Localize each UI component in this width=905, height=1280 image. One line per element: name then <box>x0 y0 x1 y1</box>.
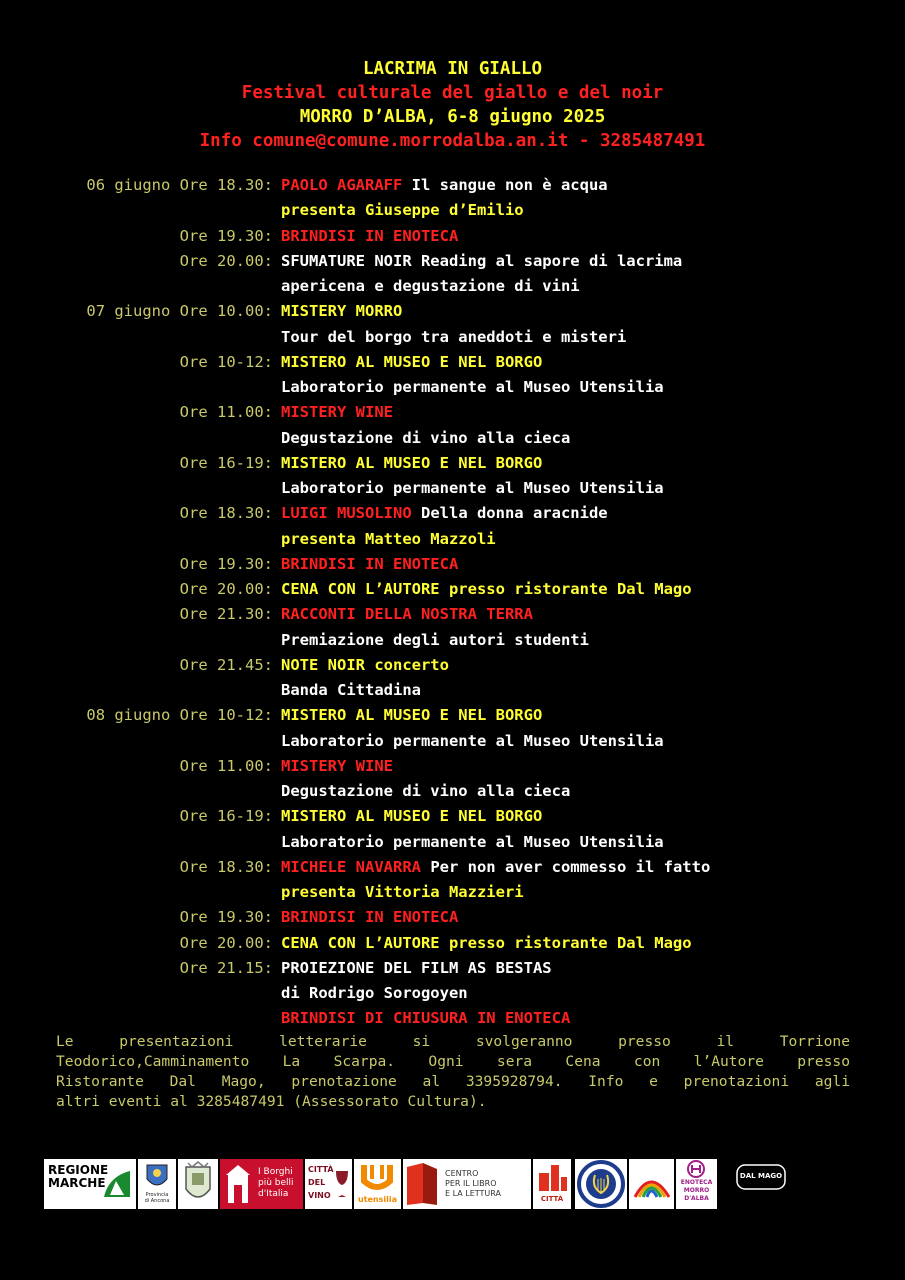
festival-title: LACRIMA IN GIALLO <box>362 59 543 79</box>
schedule-row <box>0 451 905 476</box>
schedule-event <box>281 905 458 930</box>
schedule-time: Ore 11.00: <box>179 756 273 775</box>
schedule-row <box>0 249 905 274</box>
event-text-part: Tour del borgo tra aneddoti e misteri <box>281 327 627 346</box>
schedule-row <box>0 299 905 324</box>
comune-crest-icon <box>178 1159 218 1209</box>
event-text-part: BRINDISI IN ENOTECA <box>281 908 459 927</box>
schedule-time: Ore 21.15: <box>179 958 273 977</box>
event-text-part: MISTERO AL MUSEO E NEL BORGO <box>281 453 543 472</box>
schedule-row <box>0 628 905 653</box>
borghi-piu-belli-logo: I Borghi più belli d'Italia <box>220 1159 303 1209</box>
schedule-event <box>281 476 664 501</box>
borghi-tower-icon <box>220 1159 256 1209</box>
schedule-row <box>0 527 905 552</box>
schedule-row <box>0 729 905 754</box>
schedule-time: Ore 16-19: <box>179 807 273 826</box>
rainbow-icon <box>629 1159 674 1209</box>
schedule-row <box>0 375 905 400</box>
schedule-row <box>0 602 905 627</box>
schedule-time: Ore 20.00: <box>179 251 273 270</box>
schedule-event <box>281 198 524 223</box>
footer-line: Teodorico,Camminamento La Scarpa. Ogni sera Cena con l’Autore presso <box>56 1053 850 1070</box>
event-text-part: NOTE NOIR concerto <box>281 655 449 674</box>
event-text-part: Della donna aracnide <box>411 504 608 523</box>
schedule-time: 07 giugno Ore 10.00: <box>86 302 273 321</box>
schedule-event <box>281 602 533 627</box>
event-text-part: BRINDISI IN ENOTECA <box>281 226 459 245</box>
footer-line: Le presentazioni letterarie si svolgeranno presso il Torrione <box>56 1033 850 1050</box>
schedule-row <box>0 400 905 425</box>
event-text-part: BRINDISI DI CHIUSURA IN ENOTECA <box>281 1009 571 1028</box>
schedule-event <box>281 577 692 602</box>
schedule-event <box>281 426 570 451</box>
schedule-event <box>281 678 421 703</box>
footer-line: Ristorante Dal Mago, prenotazione al 3395928794. Info e prenotazioni agli <box>56 1073 850 1090</box>
festival-place-date: MORRO D’ALBA, 6-8 giugno 2025 <box>299 107 606 127</box>
schedule-row <box>0 931 905 956</box>
banda-musicale-logo <box>575 1159 627 1209</box>
schedule-event <box>281 855 710 880</box>
schedule-time: Ore 18.30: <box>179 857 273 876</box>
schedule-event <box>281 729 664 754</box>
regione-marche-text: REGIONE MARCHE <box>48 1163 109 1190</box>
event-text-part: MISTERY WINE <box>281 756 393 775</box>
schedule-time: Ore 19.30: <box>179 554 273 573</box>
event-text-part: CENA CON L’AUTORE presso ristorante Dal Mago <box>281 933 692 952</box>
event-text-part: BRINDISI IN ENOTECA <box>281 554 459 573</box>
lyre-badge-icon <box>575 1159 627 1209</box>
event-text-part: RACCONTI DELLA NOSTRA TERRA <box>281 605 533 624</box>
schedule-row <box>0 855 905 880</box>
schedule-event <box>281 981 468 1006</box>
enoteca-morro-dalba-logo: ENOTECA MORRO D'ALBA <box>676 1159 717 1209</box>
schedule-row <box>0 476 905 501</box>
schedule-event <box>281 173 608 198</box>
schedule-time: Ore 21.30: <box>179 605 273 624</box>
event-text-part: presenta Vittoria Mazzieri <box>281 883 524 901</box>
schedule-row <box>0 350 905 375</box>
schedule-event <box>281 804 542 829</box>
schedule-row <box>0 501 905 526</box>
schedule-event <box>281 830 664 855</box>
schedule-time: Ore 19.30: <box>179 908 273 927</box>
event-text-part: SFUMATURE NOIR Reading al sapore di lacrima <box>281 251 683 270</box>
schedule-row <box>0 1006 905 1031</box>
schedule-event <box>281 931 692 956</box>
event-text-part: MISTERY MORRO <box>281 302 403 321</box>
schedule-row <box>0 678 905 703</box>
regione-marche-logo <box>44 1159 136 1209</box>
citta-del-vino-logo: CITTÀ DEL VINO <box>305 1159 352 1209</box>
schedule-event <box>281 400 393 425</box>
schedule-row <box>0 880 905 905</box>
festival-subtitle: Festival culturale del giallo e del noir <box>241 83 664 103</box>
schedule-event <box>281 299 402 324</box>
schedule-event <box>281 552 458 577</box>
schedule-event <box>281 350 542 375</box>
wine-glass-icon <box>334 1169 350 1199</box>
enoteca-emblem-icon <box>676 1159 717 1179</box>
regione-marche-emblem-icon <box>102 1169 132 1199</box>
provincia-crest-icon <box>138 1159 176 1193</box>
schedule-event <box>281 527 496 552</box>
book-icon <box>403 1159 443 1209</box>
schedule-event <box>281 375 664 400</box>
festival-info: Info comune@comune.morrodalba.an.it - 3285487491 <box>199 131 706 151</box>
event-text-part: presenta Giuseppe d’Emilio <box>281 201 524 220</box>
schedule-row <box>0 577 905 602</box>
utensilia-logo: utensilia <box>354 1159 401 1209</box>
schedule-event <box>281 325 626 350</box>
comune-crest-logo <box>178 1159 218 1209</box>
schedule-event <box>281 880 524 905</box>
event-text-part: Banda Cittadina <box>281 681 421 699</box>
event-text-part: MISTERO AL MUSEO E NEL BORGO <box>281 706 543 725</box>
schedule-row <box>0 426 905 451</box>
event-text-part: PAOLO AGARAFF <box>281 176 403 194</box>
schedule-time: Ore 19.30: <box>179 226 273 245</box>
poster-header <box>0 57 905 153</box>
schedule-row <box>0 274 905 299</box>
schedule-time: 08 giugno Ore 10-12: <box>86 706 273 725</box>
schedule-event <box>281 653 449 678</box>
city-towers-icon <box>533 1159 571 1195</box>
rainbow-association-logo <box>629 1159 674 1209</box>
schedule-time: Ore 11.00: <box>179 403 273 422</box>
schedule-row <box>0 653 905 678</box>
schedule-row <box>0 905 905 930</box>
event-text-part: LUIGI MUSOLINO <box>281 504 412 523</box>
schedule-event <box>281 779 570 804</box>
event-text-part: presenta Matteo Mazzoli <box>281 529 496 548</box>
schedule-event <box>281 274 580 299</box>
event-text-part: MISTERO AL MUSEO E NEL BORGO <box>281 352 543 371</box>
schedule-row <box>0 224 905 249</box>
schedule-event <box>281 451 542 476</box>
schedule-time: Ore 20.00: <box>179 580 273 598</box>
schedule-time: Ore 16-19: <box>179 453 273 472</box>
schedule-time: Ore 10-12: <box>179 352 273 371</box>
provincia-ancona-logo: Provincia di Ancona <box>138 1159 176 1209</box>
event-text-part: MICHELE NAVARRA <box>281 857 421 876</box>
schedule-event <box>281 703 542 728</box>
schedule-row <box>0 703 905 728</box>
event-text-part: PROIEZIONE DEL FILM AS BESTAS <box>281 958 552 977</box>
schedule-event <box>281 956 552 981</box>
centro-libro-lettura-logo: CENTRO PER IL LIBRO E LA LETTURA <box>403 1159 531 1209</box>
event-text-part: apericena e degustazione di vini <box>281 277 580 295</box>
event-text-part: CENA CON L’AUTORE presso ristorante Dal Mago <box>281 580 692 598</box>
schedule-time: 06 giugno Ore 18.30: <box>86 176 273 194</box>
event-text-part: Il sangue non è acqua <box>402 176 608 194</box>
schedule-event <box>281 249 682 274</box>
schedule-event <box>281 1006 570 1031</box>
schedule-row <box>0 754 905 779</box>
footer-notes <box>56 1032 850 1112</box>
schedule-time: Ore 20.00: <box>179 933 273 952</box>
dal-mago-logo: DAL MAGO <box>732 1159 790 1209</box>
utensilia-hand-icon <box>354 1159 401 1195</box>
schedule-event <box>281 224 458 249</box>
footer-line: altri eventi al 3285487491 (Assessorato Cultura). <box>56 1093 487 1110</box>
schedule-row <box>0 830 905 855</box>
event-text-part: Laboratorio permanente al Museo Utensilia <box>281 731 664 750</box>
event-text-part: Degustazione di vino alla cieca <box>281 428 571 447</box>
event-text-part: Premiazione degli autori studenti <box>281 630 589 649</box>
schedule-row <box>0 325 905 350</box>
citta-che-legge-logo: CITTÀ <box>533 1159 571 1209</box>
event-text-part: Degustazione di vino alla cieca <box>281 782 571 800</box>
schedule-event <box>281 754 393 779</box>
event-text-part: Laboratorio permanente al Museo Utensilia <box>281 378 664 396</box>
schedule-row <box>0 552 905 577</box>
event-text-part: MISTERY WINE <box>281 403 393 422</box>
schedule-event <box>281 628 589 653</box>
schedule-row <box>0 779 905 804</box>
schedule-time: Ore 21.45: <box>179 655 273 674</box>
event-text-part: Per non aver commesso il fatto <box>420 857 711 876</box>
event-text-part: Laboratorio permanente al Museo Utensilia <box>281 832 664 851</box>
event-text-part: Laboratorio permanente al Museo Utensilia <box>281 479 664 497</box>
event-text-part: MISTERO AL MUSEO E NEL BORGO <box>281 807 543 826</box>
event-text-part: di Rodrigo Sorogoyen <box>281 984 468 1002</box>
event-schedule <box>0 173 905 1032</box>
schedule-time: Ore 18.30: <box>179 504 273 523</box>
schedule-row <box>0 981 905 1006</box>
schedule-row <box>0 173 905 198</box>
schedule-event <box>281 501 608 526</box>
schedule-row <box>0 956 905 981</box>
schedule-row <box>0 804 905 829</box>
schedule-row <box>0 198 905 223</box>
